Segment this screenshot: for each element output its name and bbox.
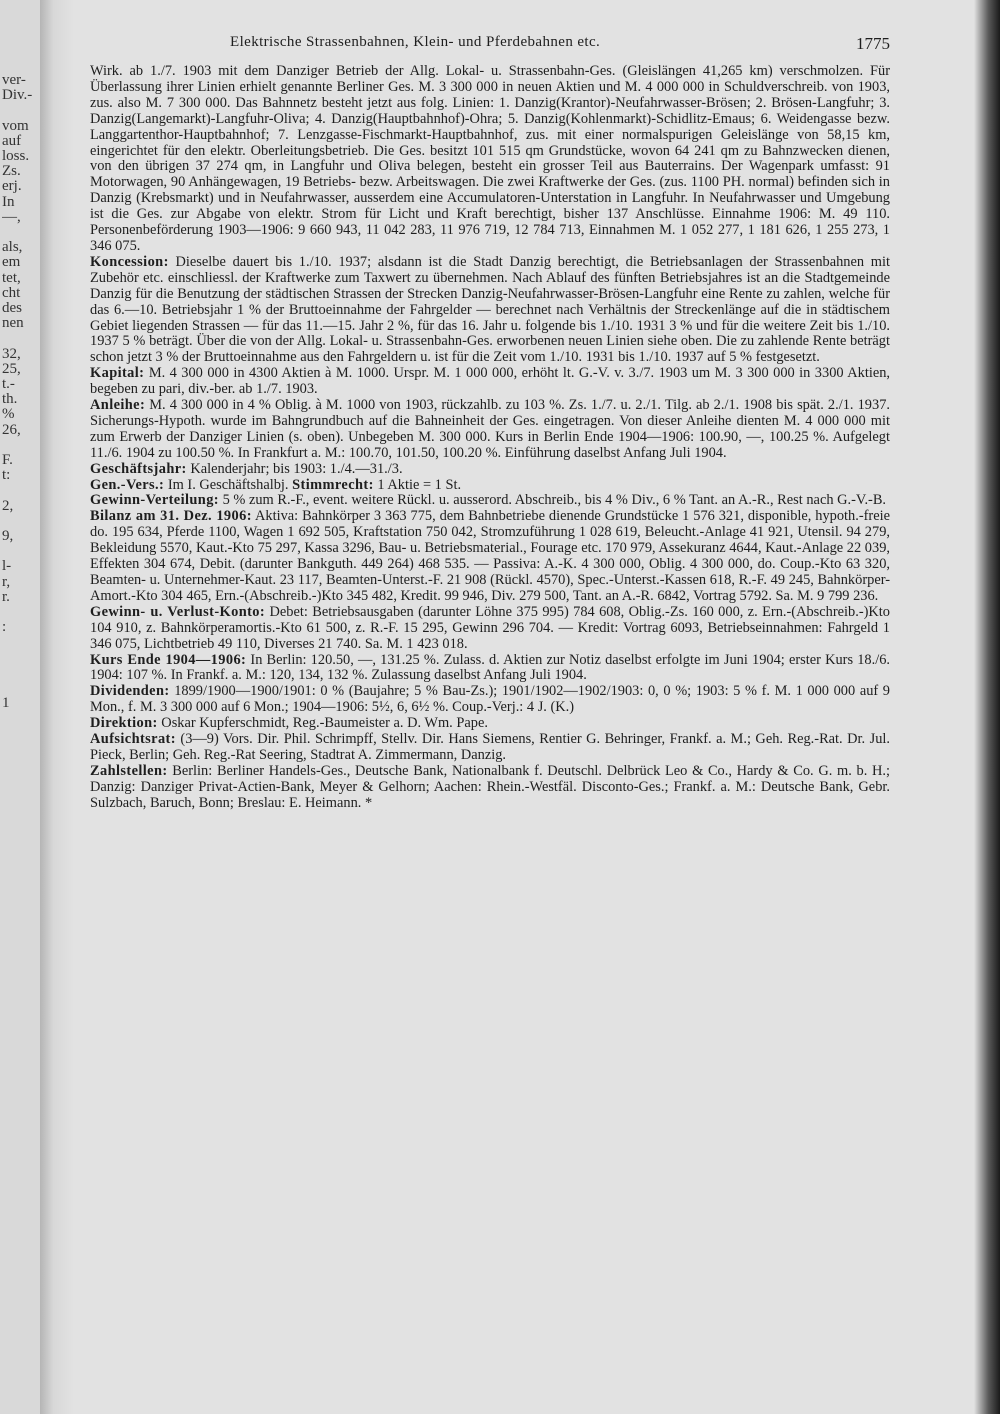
section-text: Aktiva: Bahnkörper 3 363 775, dem Bahnbetriebe dienende Grundstücke 1 576 321, disponible, hypoth.-freie do. 195 634, Pferde 1100, Wagen 1 692 505, Kraftstation 750 042, Stromzuführung 1 028 619, Beleucht.-Anlage 41 921, Utensil. 94 279, Bekleidung 5570, Kaut.-Kto 75 297, Kassa 3296, Bau- u. Betriebsmaterial., Fourage etc. 170 979, Assekuranz 4644, Kaut.-Anlage 22 039, Effekten 304 674, Debit. (darunter Bankguth. 449 264) 468 535. — Passiva: A.-K. 4 300 000, Oblig. 4 300 000, do. Coup.-Kto 63 320, Beamten- u. Unternehmer-Kaut. 23 117, Beamten-Unterst.-F. 21 908 (Rückl. 4570), Spec.-Unterst.-Kassen 618, R.-F. 49 245, Bahnkörper-Amort.-Kto 304 465, Ern.-(Abschreib.-)Kto 345 482, Kredit. 99 946, Div. 279 500, Tant. an A.-R. 6842, Vortrag 5792. Sa. M. 9 799 236. (90, 508, 890, 604)
gutter-fragment: —, (2, 208, 21, 225)
section-label: Geschäftsjahr: (90, 460, 187, 477)
section-text: Kalenderjahr; bis 1903: 1./4.—31./3. (186, 460, 403, 477)
section-label: Gewinn-Verteilung: (90, 492, 219, 509)
section-label: Kurs Ende 1904—1906: (90, 651, 247, 668)
section-paragraph (90, 716, 890, 732)
gutter-fragment: als, (2, 239, 23, 256)
section-text: Debet: Betriebsausgaben (darunter Löhne 375 995) 784 608, Oblig.-Zs. 160 000, z. Ern.-(Abschreib.-)Kto 104 910, z. Bahnkörperamortis.-Kto 61 500, z. R.-F. 15 295, Gewinn 296 704. — Kredit: Vortrag 6093, Betriebseinnahmen: Fahrgeld 1 346 075, Lichtbetrieb 49 110, Diverses 21 740. Sa. M. 1 423 018. (90, 603, 890, 652)
gutter-fragment: 1 (2, 695, 10, 712)
section-label: Gewinn- u. Verlust-Konto: (90, 603, 266, 620)
gutter-fragment: 26, (2, 421, 21, 438)
section-label: Direktion: (90, 715, 158, 732)
section-text: Dieselbe dauert bis 1./10. 1937; alsdann ist die Stadt Danzig berechtigt, die Betriebsanlagen der Strassenbahnen mit Zubehör etc. einschliessl. der Kraftwerke zum Taxwert zu übernehmen. Nach Ablauf des fünften Betriebsjahres ist an die Stadtgemeinde Danzig für die Benutzung der städtischen Strassen der Strecken Danzig-Neufahrwasser-Brösen-Langfuhr eine Rente zu zahlen, welche für das 6.—10. Betriebsjahr 1 % der Bruttoeinnahme der Fahrgelder — berechnet nach Verhältnis der Streckenlänge auf die in städtischem Gebiet liegenden Strassen — für das 11.—15. Jahr 2 %, für das 16. Jahr u. folgende bis 1./10. 1931 3 % und für die weitere Zeit bis 1./10. 1937 5 % beträgt. Über die von der Allg. Lokal- u. Strassenbahn-Ges. erworbenen neuen Linien siehe oben. Die zu zahlende Rente beträgt schon jetzt 3 % der Bruttoeinnahme aus den Fahrgeldern u. ist für die Zeit vom 1./10. 1931 bis 1./10. 1937 auf 5 % festgesetzt. (90, 253, 890, 366)
section-text: In Berlin: 120.50, —, 131.25 %. Zulass. d. Aktien zur Notiz daselbst erfolgte im Juni 1904; erster Kurs 18./6. 1904: 107 %. In Frankf. a. M.: 120, 134, 132 %. Zulassung daselbst Anfang Juli 1904. (90, 651, 890, 684)
gutter-fragment: F. (2, 452, 13, 468)
page-edge-shadow (974, 0, 1000, 1414)
gutter-fragment: Div.- (2, 87, 33, 104)
section-label: Koncession: (90, 253, 169, 270)
section-paragraph (90, 605, 890, 653)
gutter-fragment: cht (2, 284, 21, 301)
left-gutter-fragments (0, 0, 40, 1414)
section-text: (3—9) Vors. Dir. Phil. Schrimpff, Stellv. Dir. Hans Siemens, Rentier G. Behringer, Frankf. a. M.; Geh. Reg.-Rat. Dr. Jul. Pieck, Berlin; Geh. Reg.-Rat Seering, Stadtrat A. Zimmermann, Danzig. (90, 731, 890, 763)
gutter-fragment: vom (2, 117, 29, 134)
section-paragraph (90, 509, 890, 604)
gutter-fragment: r, (2, 573, 11, 590)
gutter-fragment: erj. (2, 178, 22, 195)
gutter-fragment: : (2, 619, 7, 636)
section-label: Anleihe: (90, 397, 146, 414)
section-label: Dividenden: (90, 683, 170, 700)
sections (90, 255, 890, 812)
section-paragraph (90, 732, 890, 764)
section-text: Oskar Kupferschmidt, Reg.-Baumeister a. D. Wm. Pape. (157, 715, 488, 732)
section-label: Stimmrecht: (292, 476, 374, 493)
article-body (90, 64, 890, 1284)
running-title: Elektrische Strassenbahnen, Klein- und Pferdebahnen etc. (230, 34, 601, 50)
section-paragraph (90, 764, 890, 812)
gutter-fragment: loss. (2, 148, 30, 164)
section-label: Gen.-Vers.: (90, 476, 165, 493)
section-paragraph (90, 493, 890, 509)
section-paragraph (90, 398, 890, 462)
section-label: Zahlstellen: (90, 762, 168, 779)
section-text: 1899/1900—1900/1901: 0 % (Baujahre; 5 % Bau-Zs.); 1901/1902—1902/1903: 0, 0 %; 1903: 5 % f. M. 1 000 000 auf 9 Mon., f. M. 3 300 000 auf 6 Mon.; 1904—1906: 5½, 6, 6½ %. Coup.-Verj.: 4 J. (K.) (90, 683, 890, 716)
gutter-fragment: 25, (2, 360, 21, 377)
gutter-fragment: th. (2, 391, 18, 408)
section-text: 5 % zum R.-F., event. weitere Rückl. u. ausserord. Abschreib., bis 4 % Div., 6 % Tant. an A.-R., Rest nach G.-V.-B. (219, 492, 887, 509)
section-label: Aufsichtsrat: (90, 731, 176, 748)
gutter-fragment: tet, (2, 269, 21, 286)
section-label: Bilanz am 31. Dez. 1906: (90, 508, 252, 525)
page-number: 1775 (856, 34, 890, 53)
section-paragraph (90, 462, 890, 478)
section-paragraph (90, 684, 890, 716)
section-text: M. 4 300 000 in 4 % Oblig. à M. 1000 von 1903, rückzahlb. zu 103 %. Zs. 1./7. u. 2./1. Tilg. ab 2./1. 1908 bis spät. 2./1. 1937. Sicherungs-Hypoth. wurde im Bahngrundbuch auf die Bahneinheit der Ges. eingetragen. Von dieser Anleihe dienten M. 4 000 000 mit zum Erwerb der Danziger Linien (s. oben). Unbegeben M. 300 000. Kurs in Berlin Ende 1904—1906: 100.90, —, 100.25 %. Aufgelegt 11./6. 1904 zu 100.50 %. In Frankfurt a. M.: 100.70, 101.50, 100.20 %. Einführung daselbst Anfang Juli 1904. (90, 397, 890, 461)
gutter-fragment: 9, (2, 528, 14, 544)
gutter-fragment: In (2, 193, 15, 210)
running-header (90, 34, 890, 58)
binding-shadow (40, 0, 74, 1414)
gutter-fragment: % (2, 406, 15, 423)
gutter-fragment: em (2, 254, 21, 271)
gutter-fragment: 32, (2, 345, 21, 362)
gutter-fragment: des (2, 300, 22, 316)
section-paragraph (90, 653, 890, 685)
section-paragraph (90, 366, 890, 398)
gutter-fragment: Zs. (2, 163, 21, 180)
section-label: Kapital: (90, 365, 145, 382)
gutter-fragment: r. (2, 588, 10, 605)
gutter-fragment: ver- (2, 72, 26, 88)
gutter-fragment: l- (2, 558, 12, 575)
gutter-fragment: nen (2, 315, 24, 332)
gutter-fragment: 2, (2, 497, 14, 514)
section-text: Berlin: Berliner Handels-Ges., Deutsche Bank, Nationalbank f. Deutschl. Delbrück Leo & Co., Hardy & Co. G. m. b. H.; Danzig: Danziger Privat-Actien-Bank, Meyer & Gelhorn; Aachen: Rhein.-Westfäl. Disconto-Ges.; Frankf. a. M.: Deutsche Bank, Gebr. Sulzbach, Baruch, Bonn; Breslau: E. Heimann. * (90, 762, 890, 811)
section-paragraph (90, 478, 890, 494)
section-paragraph (90, 255, 890, 366)
section-text: Im I. Geschäftshalbj. (164, 476, 293, 493)
section-text: 1 Aktie = 1 St. (373, 476, 462, 493)
intro-paragraph: Wirk. ab 1./7. 1903 mit dem Danziger Betrieb der Allg. Lokal- u. Strassenbahn-Ges. (Gleislängen 41,265 km) verschmolzen. Für Überlassung ihrer Linien erhielt genannte Berliner Ges. M. 3 300 000 in neuen Aktien und M. 4 000 000 in Schuldverschreib. von 1903, zus. also M. 7 300 000. Das Bahnnetz besteht jetzt aus folg. Linien: 1. Danzig(Krantor)-Neufahrwasser-Brösen; 2. Brösen-Langfuhr; 3. Danzig(Langemarkt)-Langfuhr-Oliva; 4. Danzig(Hauptbahnhof)-Ohra; 5. Danzig(Kohlenmarkt)-Schidlitz-Emaus; 6. Weidengasse bezw. Langgartenthor-Hauptbahnhof; 7. Lenzgasse-Fischmarkt-Hauptbahnhof, zus. mit einer normalspurigen Geleislänge von 58,15 km, eingerichtet für den elektr. Oberleitungsbetrieb. Die Ges. besitzt 101 515 qm Grundstücke, wovon 64 241 qm zu Bahnzwecken dienen, von den übrigen 37 274 qm, in Langfuhr und Oliva belegen, besteht ein grosser Teil aus Bauterrains. Der Wagenpark umfasst: 91 Motorwagen, 90 Anhängewagen, 19 Betriebs- bezw. Arbeitswagen. Die zwei Kraftwerke der Ges. (zus. 1100 PH. normal) befinden sich in Danzig (Krebsmarkt) und in Neufahrwasser, ausserdem eine Accumulatoren-Unterstation in Langfuhr. In Neufahrwasser und Umgebung ist die Ges. zur Abgabe von elektr. Strom für Licht und Kraft berechtigt, bisher 137 Anschlüsse. Einnahme 1906: M. 49 110. Personenbeförderung 1903—1906: 9 660 943, 11 042 283, 11 976 719, 12 784 713, Einnahmen M. 1 052 277, 1 181 626, 1 255 273, 1 346 075. (90, 63, 890, 254)
gutter-fragment: t.- (2, 376, 15, 392)
section-text: M. 4 300 000 in 4300 Aktien à M. 1000. Urspr. M. 1 000 000, erhöht lt. G.-V. v. 3./7. 1903 um M. 3 300 000 in 3300 Aktien, begeben zu pari, div.-ber. ab 1./7. 1903. (90, 365, 890, 398)
gutter-fragment: auf (2, 132, 22, 149)
gutter-fragment: t: (2, 467, 11, 484)
